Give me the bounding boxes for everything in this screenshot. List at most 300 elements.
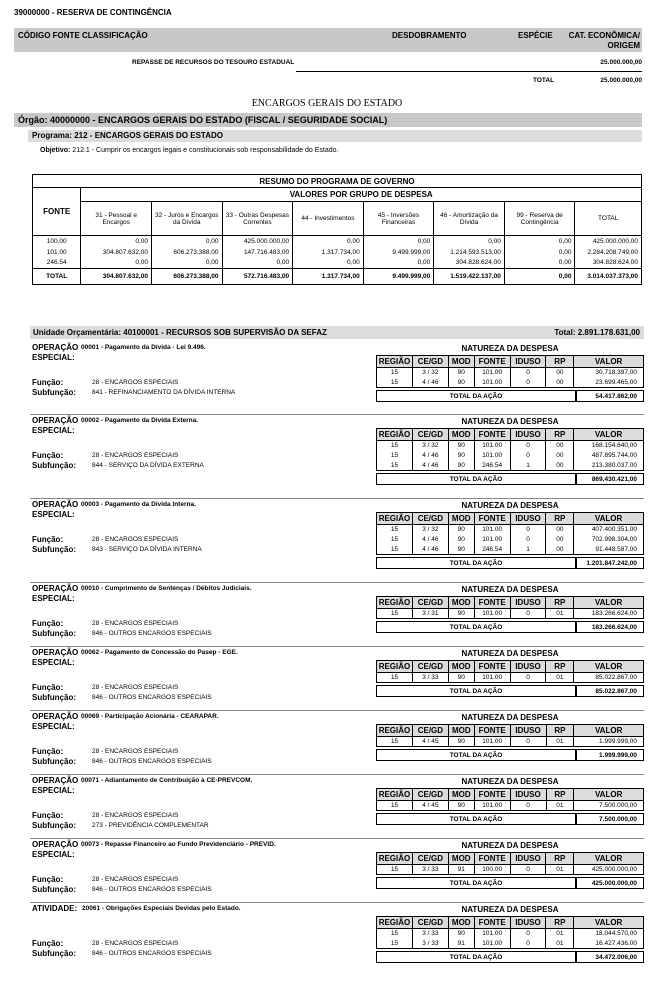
total-acao-value: 85.022.867,00: [576, 685, 644, 697]
natureza-row: [377, 451, 644, 461]
natureza-cell: 85.022.867,00: [574, 673, 644, 683]
operation-block: [30, 343, 644, 413]
natureza-col-header: MOD: [448, 853, 474, 865]
funcao-label: Função:: [32, 451, 64, 460]
natureza-cell: 90: [448, 545, 474, 555]
subfuncao-value: 841 - REFINANCIAMENTO DA DÍVIDA INTERNA: [92, 389, 236, 396]
natureza-cell: 101.00: [474, 441, 510, 451]
natureza-col-header: IDUSO: [510, 597, 546, 609]
funcao-label: Função:: [32, 535, 64, 544]
total-acao-label: TOTAL DA AÇÃO: [376, 473, 576, 485]
funcao-value: 28 - ENCARGOS ESPECIAIS: [92, 684, 179, 691]
operation-block: [30, 776, 644, 846]
total-acao: [376, 877, 644, 889]
programa-bar: Programa: 212 - ENCARGOS GERAIS DO ESTADO: [28, 130, 642, 142]
natureza-cell: 15: [377, 461, 413, 471]
resumo-cell: 304.828.624,00: [575, 258, 642, 269]
operation-type: [32, 648, 78, 668]
natureza-cell: 15: [377, 737, 413, 747]
resumo-col-header: 32 - Juros e Encargos da Dívida: [151, 202, 222, 236]
resumo-cell: 0,00: [151, 236, 222, 247]
natureza-cell: 3 / 33: [412, 929, 448, 939]
natureza-col-header: REGIÃO: [377, 513, 413, 525]
natureza-title: NATUREZA DA DESPESA: [461, 585, 559, 594]
natureza-row: [377, 525, 644, 535]
total-acao: [376, 685, 644, 697]
top-title: 39000000 - RESERVA DE CONTINGÊNCIA: [14, 8, 172, 17]
natureza-table: [376, 596, 644, 619]
operation-description: 00073 - Repasse Financeiro ao Fundo Previdenciário - PREVID.: [81, 841, 276, 848]
natureza-col-header: CE/GD: [412, 853, 448, 865]
natureza-cell: 4 / 46: [412, 461, 448, 471]
operation-type-line2: ESPECIAL:: [32, 353, 75, 362]
resumo-col-header: 31 - Pessoal e Encargos: [81, 202, 152, 236]
funcao-value: 28 - ENCARGOS ESPECIAIS: [92, 452, 179, 459]
resumo-total-cell: 1.519.422.137,00: [434, 269, 505, 285]
total-acao-label: TOTAL DA AÇÃO: [376, 685, 576, 697]
natureza-table: [376, 852, 644, 875]
operation-separator: [30, 710, 644, 711]
natureza-title: NATUREZA DA DESPESA: [461, 777, 559, 786]
natureza-despesa: [376, 840, 644, 875]
natureza-despesa: [376, 343, 644, 388]
natureza-table: [376, 512, 644, 555]
resumo-cell: 0,00: [504, 236, 575, 247]
operation-type: [32, 840, 78, 860]
resumo-cell: 304.807.632,00: [81, 247, 152, 258]
operation-type-line1: OPERAÇÃO: [32, 776, 79, 785]
subfuncao-value: 843 - SERVIÇO DA DÍVIDA INTERNA: [92, 546, 202, 553]
natureza-cell: 0: [510, 929, 546, 939]
natureza-cell: 101.00: [474, 609, 510, 619]
operation-type: [32, 904, 78, 914]
total-acao-value: 34.472.006,00: [576, 951, 644, 963]
natureza-col-header: CE/GD: [412, 789, 448, 801]
resumo-cell: 1.214.593.513,00: [434, 247, 505, 258]
natureza-cell: 30.718.397,00: [574, 368, 644, 378]
operation-description: 20061 - Obrigações Especiais Devidas pelo Estado.: [82, 905, 241, 912]
repasse-label: REPASSE DE RECURSOS DO TESOURO ESTADUAL: [132, 59, 295, 66]
natureza-col-header: IDUSO: [510, 725, 546, 737]
resumo-cell: 0,00: [293, 236, 364, 247]
resumo-total-cell: 1.317.734,00: [293, 269, 364, 285]
subfuncao-value: 844 - SERVIÇO DA DÍVIDA EXTERNA: [92, 462, 204, 469]
natureza-title: NATUREZA DA DESPESA: [461, 713, 559, 722]
resumo-row: [33, 236, 642, 247]
total-acao-label: TOTAL DA AÇÃO: [376, 557, 576, 569]
operation-description: 00003 - Pagamento da Dívida Interna.: [81, 501, 196, 508]
resumo-total-cell: 606.273.388,00: [151, 269, 222, 285]
total-acao-label: TOTAL DA AÇÃO: [376, 749, 576, 761]
natureza-cell: 00: [546, 525, 574, 535]
natureza-table: [376, 428, 644, 471]
natureza-cell: 00: [546, 545, 574, 555]
resumo-subtitle: VALORES POR GRUPO DE DESPESA: [81, 188, 642, 202]
header-cat2: ORIGEM: [607, 41, 640, 50]
operation-type: [32, 776, 78, 796]
natureza-cell: 0: [510, 609, 546, 619]
resumo-cell: 147.716.483,00: [222, 247, 293, 258]
resumo-cell: 425.000.000,00: [222, 236, 293, 247]
operation-description: 00010 - Cumprimento de Sentenças / Débitos Judiciais.: [81, 585, 252, 592]
funcao-value: 28 - ENCARGOS ESPECIAIS: [92, 620, 179, 627]
natureza-cell: 15: [377, 368, 413, 378]
natureza-cell: 0: [510, 441, 546, 451]
natureza-title: NATUREZA DA DESPESA: [461, 905, 559, 914]
operation-type: [32, 712, 78, 732]
natureza-cell: 100.00: [474, 865, 510, 875]
natureza-title: NATUREZA DA DESPESA: [461, 841, 559, 850]
subfuncao-value: 846 - OUTROS ENCARGOS ESPECIAIS: [92, 694, 212, 701]
resumo-total-cell: 9.499.999,00: [363, 269, 434, 285]
resumo-total-cell: TOTAL: [33, 269, 81, 285]
natureza-cell: 90: [448, 378, 474, 388]
natureza-col-header: VALOR: [574, 356, 644, 368]
natureza-col-header: MOD: [448, 789, 474, 801]
resumo-cell: 0,00: [151, 258, 222, 269]
operation-separator: [30, 838, 644, 839]
natureza-col-header: VALOR: [574, 661, 644, 673]
natureza-cell: 00: [546, 535, 574, 545]
natureza-cell: 425.000.000,00: [574, 865, 644, 875]
natureza-header-row: [377, 597, 644, 609]
natureza-title: NATUREZA DA DESPESA: [461, 344, 559, 353]
natureza-cell: 90: [448, 673, 474, 683]
natureza-despesa: [376, 584, 644, 619]
natureza-col-header: REGIÃO: [377, 356, 413, 368]
total-acao: [376, 749, 644, 761]
natureza-cell: 4 / 46: [412, 378, 448, 388]
natureza-row: [377, 609, 644, 619]
natureza-cell: 246.54: [474, 461, 510, 471]
operation-type: [32, 584, 78, 604]
natureza-cell: 15: [377, 378, 413, 388]
natureza-col-header: REGIÃO: [377, 661, 413, 673]
natureza-col-header: CE/GD: [412, 429, 448, 441]
natureza-col-header: VALOR: [574, 597, 644, 609]
operation-type-line1: OPERAÇÃO: [32, 500, 79, 509]
natureza-cell: 101.00: [474, 535, 510, 545]
natureza-col-header: VALOR: [574, 853, 644, 865]
natureza-col-header: FONTE: [474, 917, 510, 929]
natureza-cell: 0: [510, 737, 546, 747]
natureza-cell: 01: [546, 737, 574, 747]
operation-block: [30, 500, 644, 570]
natureza-cell: 3 / 33: [412, 673, 448, 683]
total-acao-label: TOTAL DA AÇÃO: [376, 813, 576, 825]
header-codigo: CÓDIGO FONTE CLASSIFICAÇÃO: [18, 31, 148, 40]
natureza-cell: 213.380.037,00: [574, 461, 644, 471]
natureza-row: [377, 865, 644, 875]
resumo-row: [33, 247, 642, 258]
subfuncao-label: Subfunção:: [32, 757, 76, 766]
natureza-col-header: FONTE: [474, 661, 510, 673]
resumo-cell: 0,00: [293, 258, 364, 269]
natureza-cell: 15: [377, 441, 413, 451]
resumo-cell: 0,00: [504, 258, 575, 269]
resumo-col-header: 44 - Investimentos: [293, 202, 364, 236]
operation-separator: [30, 774, 644, 775]
funcao-value: 28 - ENCARGOS ESPECIAIS: [92, 748, 179, 755]
objetivo-label: Objetivo:: [40, 147, 71, 154]
natureza-cell: 00: [546, 441, 574, 451]
funcao-label: Função:: [32, 619, 64, 628]
natureza-col-header: RP: [546, 513, 574, 525]
natureza-col-header: FONTE: [474, 356, 510, 368]
natureza-cell: 01: [546, 929, 574, 939]
operation-separator: [30, 902, 644, 903]
resumo-col-header: 46 - Amortização da Dívida: [434, 202, 505, 236]
resumo-cell: 0,00: [363, 258, 434, 269]
resumo-total-row: [33, 269, 642, 285]
resumo-total-cell: 3.014.037.373,00: [575, 269, 642, 285]
subfuncao-label: Subfunção:: [32, 388, 76, 397]
resumo-cell: 0,00: [434, 236, 505, 247]
natureza-col-header: FONTE: [474, 513, 510, 525]
subfuncao-value: 846 - OUTROS ENCARGOS ESPECIAIS: [92, 758, 212, 765]
natureza-col-header: MOD: [448, 356, 474, 368]
resumo-col-header: 45 - Inversões Financeiras: [363, 202, 434, 236]
resumo-col-header: TOTAL: [575, 202, 642, 236]
natureza-cell: 487.895.744,00: [574, 451, 644, 461]
resumo-cell: 246.54: [33, 258, 81, 269]
resumo-table: [32, 174, 642, 285]
natureza-cell: 15: [377, 929, 413, 939]
natureza-table: [376, 916, 644, 949]
natureza-header-row: [377, 917, 644, 929]
total-acao: [376, 621, 644, 633]
natureza-col-header: IDUSO: [510, 429, 546, 441]
natureza-col-header: IDUSO: [510, 789, 546, 801]
objetivo: [40, 147, 338, 154]
header-especie: ESPÉCIE: [518, 31, 553, 40]
natureza-cell: 0: [510, 673, 546, 683]
natureza-row: [377, 939, 644, 949]
resumo-body: [33, 236, 642, 285]
natureza-cell: 15: [377, 451, 413, 461]
repasse-value: 25.000.000,00: [600, 59, 642, 66]
natureza-cell: 0: [510, 451, 546, 461]
operation-type-line1: OPERAÇÃO: [32, 343, 79, 352]
natureza-cell: 90: [448, 929, 474, 939]
operation-type-line2: ESPECIAL:: [32, 722, 75, 731]
natureza-col-header: IDUSO: [510, 853, 546, 865]
natureza-cell: 18.044.570,00: [574, 929, 644, 939]
total-acao-label: TOTAL DA AÇÃO: [376, 390, 576, 402]
resumo-fonte-header: FONTE: [33, 188, 81, 236]
resumo-col-header: 99 - Reserva de Contingência: [504, 202, 575, 236]
operation-type-line1: OPERAÇÃO: [32, 416, 79, 425]
total-acao-label: TOTAL DA AÇÃO: [376, 951, 576, 963]
natureza-col-header: REGIÃO: [377, 853, 413, 865]
natureza-cell: 168.154.640,00: [574, 441, 644, 451]
funcao-value: 28 - ENCARGOS ESPECIAIS: [92, 536, 179, 543]
total-label: TOTAL: [533, 77, 555, 84]
natureza-col-header: REGIÃO: [377, 917, 413, 929]
natureza-row: [377, 535, 644, 545]
natureza-col-header: FONTE: [474, 725, 510, 737]
natureza-cell: 90: [448, 461, 474, 471]
natureza-despesa: [376, 648, 644, 683]
subfuncao-value: 273 - PREVIDÊNCIA COMPLEMENTAR: [92, 822, 209, 829]
resumo-cell: 0,00: [81, 258, 152, 269]
subfuncao-label: Subfunção:: [32, 629, 76, 638]
divider: [296, 71, 642, 72]
operation-type-line1: OPERAÇÃO: [32, 840, 79, 849]
operation-type: [32, 500, 78, 520]
natureza-col-header: MOD: [448, 597, 474, 609]
natureza-cell: 00: [546, 461, 574, 471]
natureza-cell: 16.427.436,00: [574, 939, 644, 949]
total-acao-value: 869.430.421,00: [576, 473, 644, 485]
funcao-label: Função:: [32, 378, 64, 387]
natureza-cell: 15: [377, 535, 413, 545]
natureza-cell: 15: [377, 525, 413, 535]
natureza-cell: 101.00: [474, 368, 510, 378]
natureza-cell: 15: [377, 673, 413, 683]
funcao-label: Função:: [32, 747, 64, 756]
resumo-header-row: [33, 202, 642, 236]
natureza-col-header: FONTE: [474, 597, 510, 609]
natureza-cell: 00: [546, 451, 574, 461]
natureza-cell: 4 / 46: [412, 545, 448, 555]
natureza-cell: 01: [546, 609, 574, 619]
natureza-title: NATUREZA DA DESPESA: [461, 649, 559, 658]
total-acao: [376, 951, 644, 963]
natureza-col-header: FONTE: [474, 853, 510, 865]
natureza-header-row: [377, 725, 644, 737]
natureza-cell: 00: [546, 368, 574, 378]
natureza-cell: 15: [377, 939, 413, 949]
natureza-cell: 01: [546, 865, 574, 875]
natureza-cell: 90: [448, 451, 474, 461]
natureza-row: [377, 461, 644, 471]
operation-type: [32, 416, 78, 436]
subfuncao-label: Subfunção:: [32, 885, 76, 894]
funcao-label: Função:: [32, 683, 64, 692]
operation-description: 00069 - Participação Acionária - CEARAPAR.: [81, 713, 219, 720]
natureza-cell: 90: [448, 441, 474, 451]
operation-block: [30, 416, 644, 486]
natureza-col-header: MOD: [448, 917, 474, 929]
resumo-cell: 606.273.388,00: [151, 247, 222, 258]
natureza-cell: 0: [510, 801, 546, 811]
header-bar: [14, 28, 642, 52]
subfuncao-label: Subfunção:: [32, 545, 76, 554]
natureza-cell: 3 / 33: [412, 865, 448, 875]
natureza-cell: 00: [546, 378, 574, 388]
natureza-row: [377, 441, 644, 451]
resumo-cell: 100.00: [33, 236, 81, 247]
natureza-cell: 3 / 32: [412, 441, 448, 451]
natureza-col-header: MOD: [448, 725, 474, 737]
natureza-col-header: IDUSO: [510, 356, 546, 368]
natureza-col-header: RP: [546, 429, 574, 441]
funcao-value: 28 - ENCARGOS ESPECIAIS: [92, 940, 179, 947]
funcao-label: Função:: [32, 811, 64, 820]
objetivo-text: 212.1 - Cumprir os encargos legais e constitucionais sob responsabilidade do Estado.: [72, 147, 339, 154]
natureza-cell: 15: [377, 545, 413, 555]
total-value: 25.000.000,00: [600, 77, 642, 84]
natureza-row: [377, 545, 644, 555]
natureza-header-row: [377, 429, 644, 441]
subfuncao-label: Subfunção:: [32, 693, 76, 702]
natureza-cell: 0: [510, 939, 546, 949]
total-acao: [376, 813, 644, 825]
unidade-bar: [30, 326, 644, 339]
natureza-despesa: [376, 416, 644, 471]
operation-separator: [30, 498, 644, 499]
natureza-cell: 101.00: [474, 737, 510, 747]
total-acao: [376, 473, 644, 485]
natureza-col-header: CE/GD: [412, 725, 448, 737]
natureza-title: NATUREZA DA DESPESA: [461, 417, 559, 426]
operation-description: 00002 - Pagamento da Dívida Externa.: [81, 417, 199, 424]
total-acao-label: TOTAL DA AÇÃO: [376, 621, 576, 633]
natureza-cell: 1.999.999,00: [574, 737, 644, 747]
natureza-row: [377, 801, 644, 811]
natureza-cell: 3 / 31: [412, 609, 448, 619]
total-acao-label: TOTAL DA AÇÃO: [376, 877, 576, 889]
resumo-cell: 0,00: [504, 247, 575, 258]
natureza-cell: 0: [510, 865, 546, 875]
natureza-col-header: VALOR: [574, 513, 644, 525]
natureza-table: [376, 660, 644, 683]
natureza-cell: 0: [510, 368, 546, 378]
natureza-cell: 3 / 32: [412, 368, 448, 378]
natureza-col-header: RP: [546, 597, 574, 609]
total-acao: [376, 557, 644, 569]
total-acao-value: 1.999.999,00: [576, 749, 644, 761]
natureza-table: [376, 788, 644, 811]
natureza-col-header: CE/GD: [412, 661, 448, 673]
natureza-col-header: RP: [546, 789, 574, 801]
subfuncao-value: 846 - OUTROS ENCARGOS ESPECIAIS: [92, 886, 212, 893]
natureza-cell: 01: [546, 801, 574, 811]
natureza-cell: 4 / 46: [412, 451, 448, 461]
natureza-col-header: CE/GD: [412, 597, 448, 609]
natureza-col-header: REGIÃO: [377, 789, 413, 801]
resumo-cell: 9.499.999,00: [363, 247, 434, 258]
operation-separator: [30, 582, 644, 583]
resumo-cell: 0,00: [363, 236, 434, 247]
natureza-cell: 91.448.587,00: [574, 545, 644, 555]
natureza-cell: 0: [510, 535, 546, 545]
natureza-col-header: MOD: [448, 661, 474, 673]
natureza-cell: 01: [546, 939, 574, 949]
natureza-col-header: IDUSO: [510, 917, 546, 929]
operation-separator: [30, 414, 644, 415]
operation-block: [30, 584, 644, 654]
natureza-col-header: CE/GD: [412, 513, 448, 525]
natureza-col-header: REGIÃO: [377, 597, 413, 609]
operation-type-line2: ESPECIAL:: [32, 658, 75, 667]
natureza-cell: 4 / 46: [412, 535, 448, 545]
natureza-cell: 1: [510, 545, 546, 555]
natureza-cell: 4 / 45: [412, 801, 448, 811]
resumo-cell: 304.828.624,00: [434, 258, 505, 269]
subfuncao-value: 846 - OUTROS ENCARGOS ESPECIAIS: [92, 630, 212, 637]
resumo-col-header: 33 - Outras Despesas Correntes: [222, 202, 293, 236]
operation-type-line1: OPERAÇÃO: [32, 648, 79, 657]
natureza-cell: 702.998.304,00: [574, 535, 644, 545]
natureza-despesa: [376, 776, 644, 811]
natureza-cell: 90: [448, 368, 474, 378]
natureza-col-header: VALOR: [574, 429, 644, 441]
natureza-cell: 101.00: [474, 673, 510, 683]
natureza-col-header: IDUSO: [510, 661, 546, 673]
resumo-cell: 101.00: [33, 247, 81, 258]
